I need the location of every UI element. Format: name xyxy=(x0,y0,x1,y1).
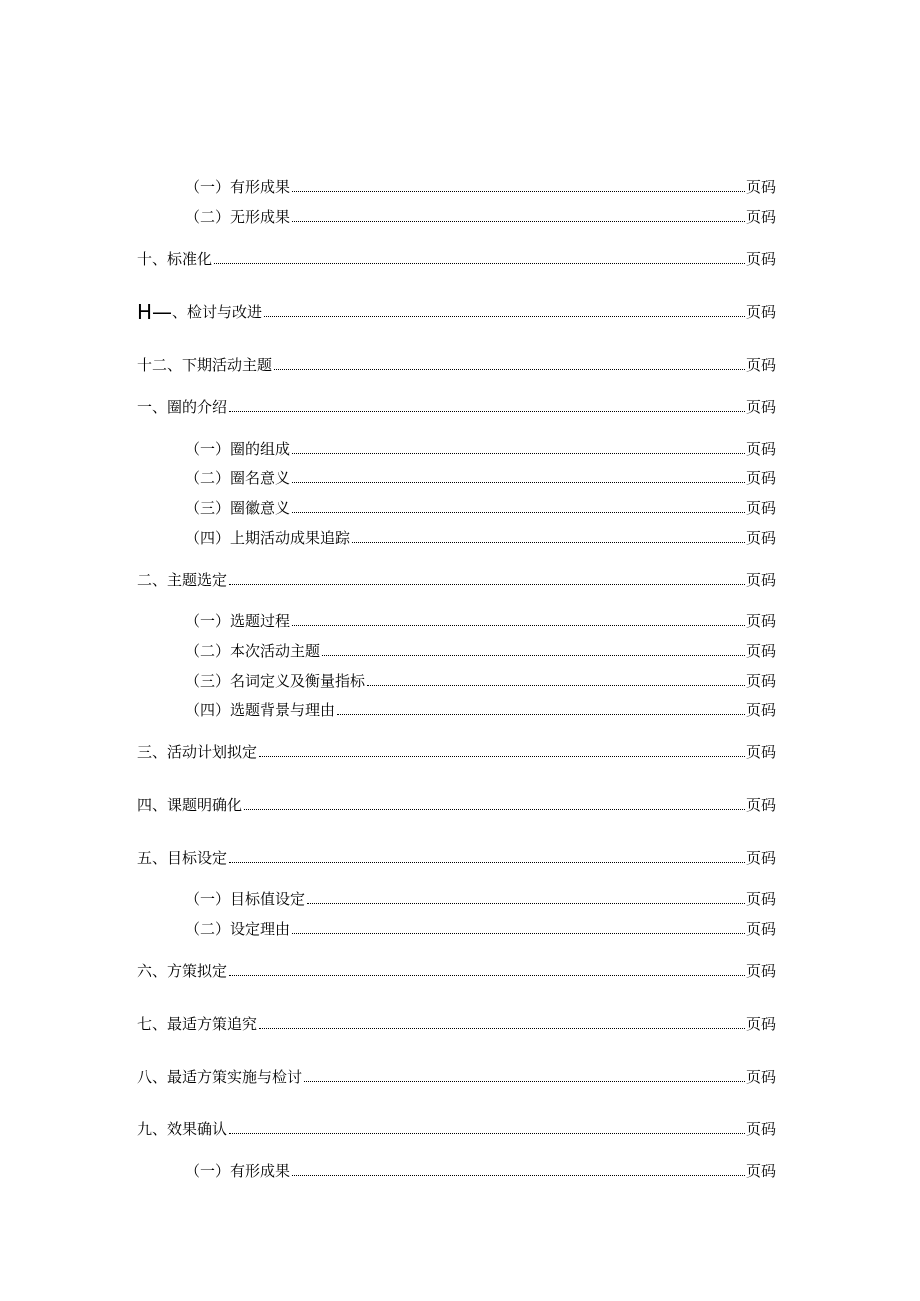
toc-dot-leader xyxy=(304,1080,745,1082)
toc-entry-label: （二）设定理由 xyxy=(185,920,291,938)
toc-dot-leader xyxy=(292,511,745,513)
toc-entry[interactable] xyxy=(0,439,776,459)
toc-entry[interactable] xyxy=(0,397,776,417)
toc-dot-leader xyxy=(322,654,745,656)
toc-dot-leader xyxy=(337,713,745,715)
toc-entry[interactable] xyxy=(0,302,776,322)
toc-entry-label: （一）选题过程 xyxy=(185,612,291,630)
toc-entry-label: 、检讨与改进 xyxy=(172,303,263,321)
toc-entry-page: 页码 xyxy=(745,469,776,487)
toc-entry-page: 页码 xyxy=(745,178,776,196)
toc-entry[interactable] xyxy=(0,177,776,197)
toc-entry-label: 十二、下期活动主题 xyxy=(137,356,273,374)
toc-dot-leader xyxy=(292,1174,745,1176)
toc-entry-label: （三）圈徽意义 xyxy=(185,499,291,517)
toc-entry[interactable] xyxy=(0,1161,776,1181)
toc-entry-label: （四）选题背景与理由 xyxy=(185,701,336,719)
toc-entry-label: （二）无形成果 xyxy=(185,208,291,226)
toc-entry[interactable] xyxy=(0,1067,776,1087)
toc-dot-leader xyxy=(307,902,745,904)
toc-entry-page: 页码 xyxy=(745,1068,776,1086)
toc-entry-page: 页码 xyxy=(745,796,776,814)
toc-entry[interactable] xyxy=(0,249,776,269)
toc-entry-page: 页码 xyxy=(745,890,776,908)
toc-entry-label: 六、方策拟定 xyxy=(137,962,228,980)
toc-entry-page: 页码 xyxy=(745,701,776,719)
toc-entry-label: （一）有形成果 xyxy=(185,178,291,196)
toc-entry-label: 一、圈的介绍 xyxy=(137,398,228,416)
toc-entry-label: 九、效果确认 xyxy=(137,1120,228,1138)
toc-entry-label: （一）有形成果 xyxy=(185,1162,291,1180)
toc-entry-page: 页码 xyxy=(745,642,776,660)
toc-dot-leader xyxy=(259,755,745,757)
toc-entry-label: 五、目标设定 xyxy=(137,849,228,867)
toc-entry-page: 页码 xyxy=(745,962,776,980)
toc-dot-leader xyxy=(229,974,745,976)
toc-entry-label: （四）上期活动成果追踪 xyxy=(185,529,351,547)
toc-dot-leader xyxy=(229,410,745,412)
toc-entry[interactable] xyxy=(0,528,776,548)
toc-dot-leader xyxy=(367,684,745,686)
toc-entry-page: 页码 xyxy=(745,398,776,416)
toc-entry[interactable] xyxy=(0,795,776,815)
toc-entry-page: 页码 xyxy=(745,1120,776,1138)
toc-entry[interactable] xyxy=(0,889,776,909)
toc-dot-leader xyxy=(244,808,745,810)
toc-entry-label: （二）圈名意义 xyxy=(185,469,291,487)
toc-dot-leader xyxy=(274,368,745,370)
toc-dot-leader xyxy=(292,481,745,483)
toc-entry-page: 页码 xyxy=(745,208,776,226)
toc-entry-page: 页码 xyxy=(745,303,776,321)
toc-entry[interactable] xyxy=(0,671,776,691)
toc-entry[interactable] xyxy=(0,1119,776,1139)
toc-dot-leader xyxy=(292,190,745,192)
toc-entry-page: 页码 xyxy=(745,250,776,268)
toc-dot-leader xyxy=(264,315,745,317)
toc-dot-leader xyxy=(229,861,745,863)
toc-entry-label: 八、最适方策实施与检讨 xyxy=(137,1068,303,1086)
toc-entry[interactable] xyxy=(0,641,776,661)
toc-entry[interactable] xyxy=(0,570,776,590)
toc-entry-label: 三、活动计划拟定 xyxy=(137,743,258,761)
toc-entry[interactable] xyxy=(0,848,776,868)
toc-entry-label: 七、最适方策追究 xyxy=(137,1015,258,1033)
toc-dot-leader xyxy=(292,452,745,454)
toc-entry-page: 页码 xyxy=(745,612,776,630)
toc-entry-page: 页码 xyxy=(745,672,776,690)
toc-entry-page: 页码 xyxy=(745,356,776,374)
toc-entry-page: 页码 xyxy=(745,743,776,761)
toc-entry-page: 页码 xyxy=(745,499,776,517)
toc-entry-page: 页码 xyxy=(745,1015,776,1033)
toc-entry[interactable] xyxy=(0,468,776,488)
toc-dot-leader xyxy=(292,932,745,934)
toc-entry-page: 页码 xyxy=(745,849,776,867)
toc-dot-leader xyxy=(352,541,745,543)
toc-entry-prefix: H— xyxy=(137,300,173,324)
toc-entry[interactable] xyxy=(0,611,776,631)
toc-dot-leader xyxy=(229,1132,745,1134)
toc-entry-page: 页码 xyxy=(745,440,776,458)
toc-dot-leader xyxy=(214,262,745,264)
toc-entry[interactable] xyxy=(0,1014,776,1034)
toc-dot-leader xyxy=(259,1027,745,1029)
toc-entry-label: （一）目标值设定 xyxy=(185,890,306,908)
toc-dot-leader xyxy=(229,583,745,585)
toc-entry[interactable] xyxy=(0,700,776,720)
toc-dot-leader xyxy=(292,624,745,626)
toc-entry[interactable] xyxy=(0,207,776,227)
toc-entry[interactable] xyxy=(0,919,776,939)
toc-entry[interactable] xyxy=(0,355,776,375)
toc-entry-page: 页码 xyxy=(745,920,776,938)
toc-entry[interactable] xyxy=(0,961,776,981)
toc-entry-label: 二、主题选定 xyxy=(137,571,228,589)
toc-entry[interactable] xyxy=(0,742,776,762)
toc-entry-label: （二）本次活动主题 xyxy=(185,642,321,660)
toc-entry-page: 页码 xyxy=(745,571,776,589)
toc-entry-page: 页码 xyxy=(745,529,776,547)
toc-entry-label: 十、标准化 xyxy=(137,250,213,268)
toc-entry[interactable] xyxy=(0,498,776,518)
toc-entry-label: （三）名词定义及衡量指标 xyxy=(185,672,366,690)
toc-entry-label: （一）圈的组成 xyxy=(185,440,291,458)
toc-entry-page: 页码 xyxy=(745,1162,776,1180)
toc-dot-leader xyxy=(292,220,745,222)
toc-entry-label: 四、课题明确化 xyxy=(137,796,243,814)
